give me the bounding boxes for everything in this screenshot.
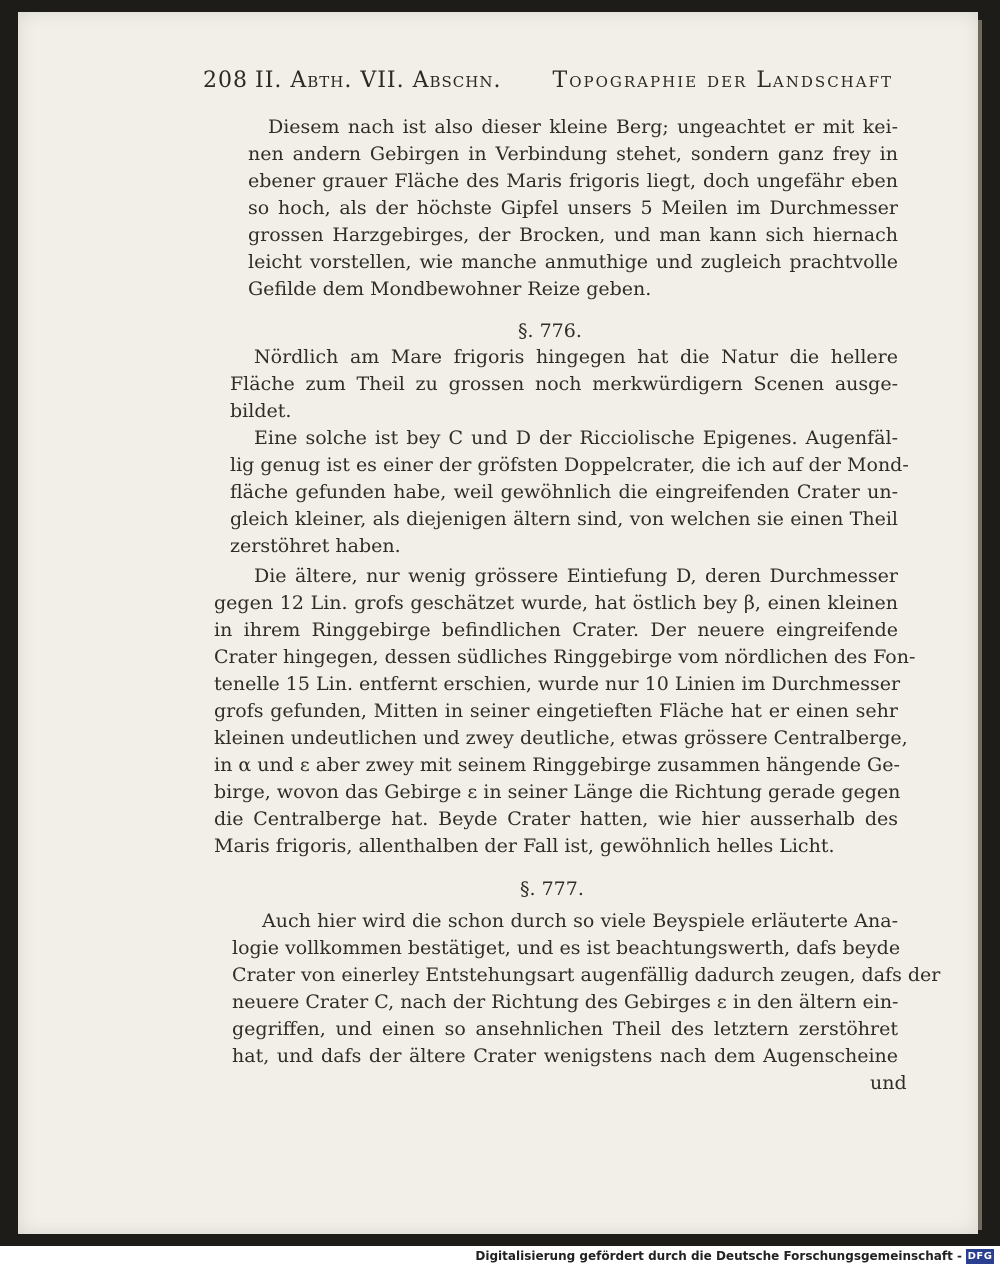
text-line: gleich kleiner, als diejenigen ältern sind, von welchen sie einen Theil: [230, 508, 898, 530]
text-line: Gefilde dem Mondbewohner Reize geben.: [248, 278, 652, 300]
header-part: II. Abth. VII. Abschn.: [255, 68, 502, 93]
text-line: Eine solche ist bey C und D der Ricciolische Epigenes. Augenfäl-: [254, 427, 898, 449]
text-line: hat, und dafs der ältere Crater wenigstens nach dem Augenscheine: [232, 1045, 898, 1067]
text-line: so hoch, als der höchste Gipfel unsers 5 Meilen im Durchmesser: [248, 197, 898, 219]
dfg-logo: DFG: [967, 1251, 993, 1262]
footer-bar: [0, 1246, 1000, 1268]
text-line: fläche gefunden habe, weil gewöhnlich die eingreifenden Crater un-: [230, 481, 898, 503]
text-line: gegen 12 Lin. grofs geschätzet wurde, hat östlich bey β, einen kleinen: [214, 592, 898, 614]
text-line: in α und ε aber zwey mit seinem Ringgebirge zusammen hängende Ge-: [214, 754, 900, 776]
catchword: und: [870, 1072, 907, 1094]
text-line: neuere Crater C, nach der Richtung des Gebirges ε in den ältern ein-: [232, 991, 899, 1013]
text-line: kleinen undeutlichen und zwey deutliche, etwas grössere Centralberge,: [214, 727, 908, 749]
funding-credit: Digitalisierung gefördert durch die Deutsche Forschungsgemeinschaft -: [475, 1249, 962, 1263]
text-line: tenelle 15 Lin. entfernt erschien, wurde nur 10 Linien im Durchmesser: [214, 673, 901, 695]
page-number: 208: [203, 68, 248, 93]
text-line: birge, wovon das Gebirge ε in seiner Länge die Richtung gerade gegen: [214, 781, 901, 803]
text-line: bildet.: [230, 400, 292, 422]
text-line: Auch hier wird die schon durch so viele Beyspiele erläuterte Ana-: [262, 910, 898, 932]
section-heading-777: §. 777.: [520, 878, 584, 900]
section-heading-776: §. 776.: [518, 320, 582, 342]
running-header: [203, 62, 893, 102]
text-line: zerstöhret haben.: [230, 535, 401, 557]
text-line: lig genug ist es einer der gröfsten Doppelcrater, die ich auf der Mond-: [230, 454, 909, 476]
text-line: leicht vorstellen, wie manche anmuthige und zugleich prachtvolle: [248, 251, 898, 273]
text-line: Fläche zum Theil zu grossen noch merkwürdigern Scenen ausge-: [230, 373, 898, 395]
text-line: Crater hingegen, dessen südliches Ringgebirge vom nördlichen des Fon-: [214, 646, 916, 668]
text-line: logie vollkommen bestätiget, und es ist beachtungswerth, dafs beyde: [232, 937, 901, 959]
text-line: gegriffen, und einen so ansehnlichen Theil des letztern zerstöhret: [232, 1018, 898, 1040]
text-line: nen andern Gebirgen in Verbindung stehet, sondern ganz frey in: [248, 143, 898, 165]
text-line: in ihrem Ringgebirge befindlichen Crater. Der neuere eingreifende: [214, 619, 898, 641]
text-line: Diesem nach ist also dieser kleine Berg; ungeachtet er mit kei-: [268, 116, 898, 138]
text-line: Crater von einerley Entstehungsart augenfällig dadurch zeugen, dafs der: [232, 964, 941, 986]
header-title: Topographie der Landschaft: [552, 68, 893, 93]
text-line: ebener grauer Fläche des Maris frigoris liegt, doch ungefähr eben: [248, 170, 898, 192]
text-line: Die ältere, nur wenig grössere Eintiefung D, deren Durchmesser: [254, 565, 898, 587]
text-line: die Centralberge hat. Beyde Crater hatten, wie hier ausserhalb des: [214, 808, 898, 830]
text-line: grofs gefunden, Mitten in seiner eingetieften Fläche hat er einen sehr: [214, 700, 898, 722]
text-line: grossen Harzgebirges, der Brocken, und man kann sich hiernach: [248, 224, 898, 246]
text-line: Maris frigoris, allenthalben der Fall ist, gewöhnlich helles Licht.: [214, 835, 835, 857]
text-line: Nördlich am Mare frigoris hingegen hat die Natur die hellere: [254, 346, 898, 368]
